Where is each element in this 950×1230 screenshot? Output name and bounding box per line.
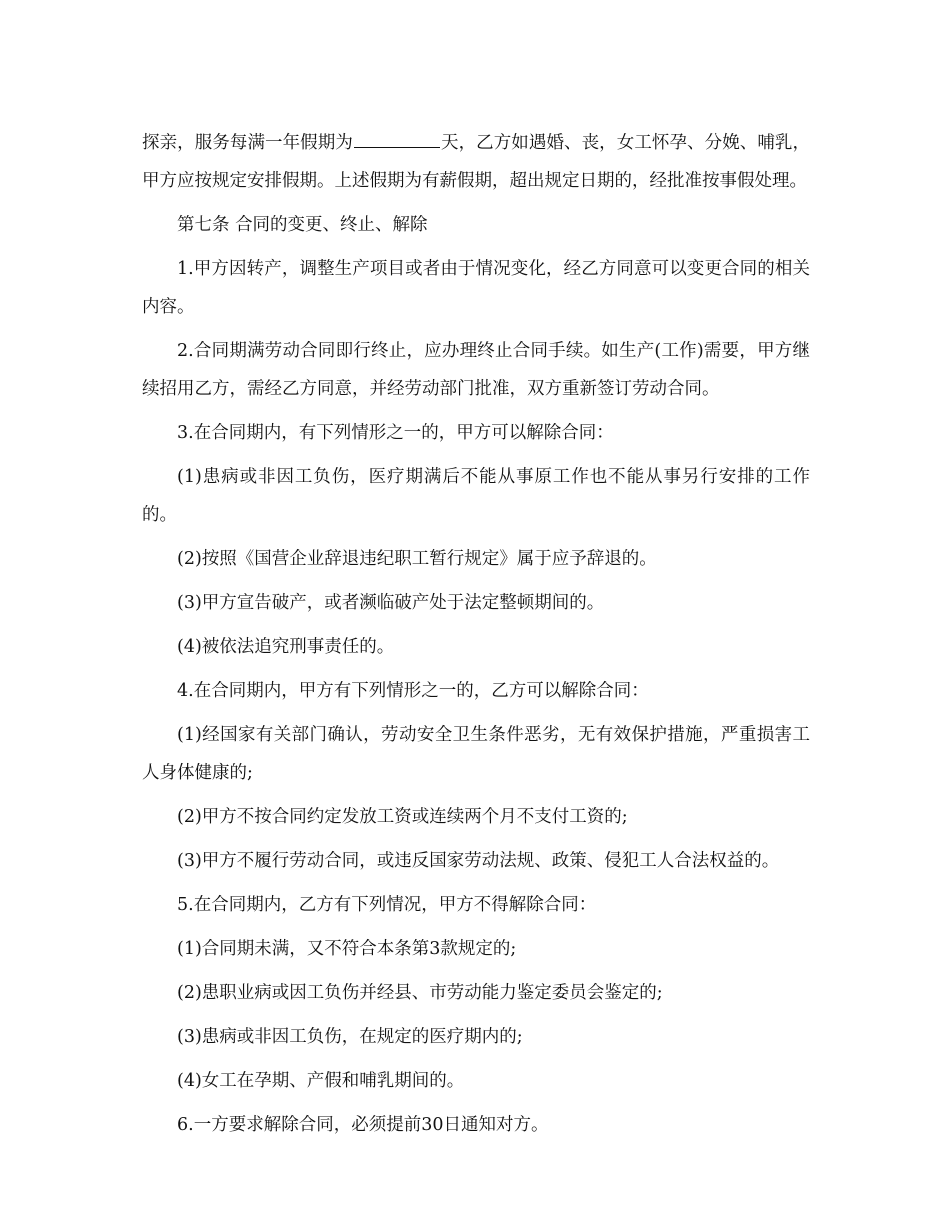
clause-subitem: (3)甲方不履行劳动合同，或违反国家劳动法规、政策、侵犯工人合法权益的。 [177, 851, 780, 871]
leave-text-before-blank: 探亲，服务每满一年假期为 [142, 133, 353, 153]
document-body [142, 124, 810, 1150]
section-title: 第七条 合同的变更、终止、解除 [177, 215, 428, 235]
clause-subitem: (4)女工在孕期、产假和哺乳期间的。 [177, 1071, 465, 1091]
fill-in-blank [354, 127, 440, 148]
clause-item: 3.在合同期内，有下列情形之一的，甲方可以解除合同： [177, 423, 614, 443]
clause-subitem: (4)被依法追究刑事责任的。 [177, 637, 395, 657]
clause-subitem: (2)患职业病或因工负伤并经县、市劳动能力鉴定委员会鉴定的; [177, 983, 663, 1003]
clause-item: 5.在合同期内，乙方有下列情况，甲方不得解除合同： [177, 895, 597, 915]
clause-subitem: (1)合同期未满，又不符合本条第3款规定的; [177, 939, 517, 959]
clause-subitem: (1)经国家有关部门确认，劳动安全卫生条件恶劣，无有效保护措施，严重损害工人身体健康的; [142, 725, 810, 783]
clause-subitem: (3)甲方宣告破产，或者濒临破产处于法定整顿期间的。 [177, 593, 605, 613]
clause-item: 6.一方要求解除合同，必须提前30日通知对方。 [177, 1115, 549, 1135]
leave-text-after-blank: 天，乙方如遇婚、丧，女工怀孕、分娩、哺乳，甲方应按规定安排假期。上述假期为有薪假期，超出规定日期的，经批准按事假处理。 [142, 133, 811, 191]
clause-subitem: (1)患病或非因工负伤，医疗期满后不能从事原工作也不能从事另行安排的工作的。 [142, 467, 810, 525]
clause-subitem: (2)甲方不按合同约定发放工资或连续两个月不支付工资的; [177, 807, 628, 827]
clause-subitem: (2)按照《国营企业辞退违纪职工暂行规定》属于应予辞退的。 [177, 549, 657, 569]
clause-item: 2.合同期满劳动合同即行终止，应办理终止合同手续。如生产(工作)需要，甲方继续招用乙方，需经乙方同意，并经劳动部门批准，双方重新签订劳动合同。 [142, 341, 810, 399]
clause-item: 4.在合同期内，甲方有下列情形之一的，乙方可以解除合同： [177, 681, 649, 701]
paragraph-leave-terms [142, 124, 810, 200]
clause-subitem: (3)患病或非因工负伤，在规定的医疗期内的; [177, 1027, 523, 1047]
clause-item: 1.甲方因转产，调整生产项目或者由于情况变化，经乙方同意可以变更合同的相关内容。 [142, 259, 810, 317]
